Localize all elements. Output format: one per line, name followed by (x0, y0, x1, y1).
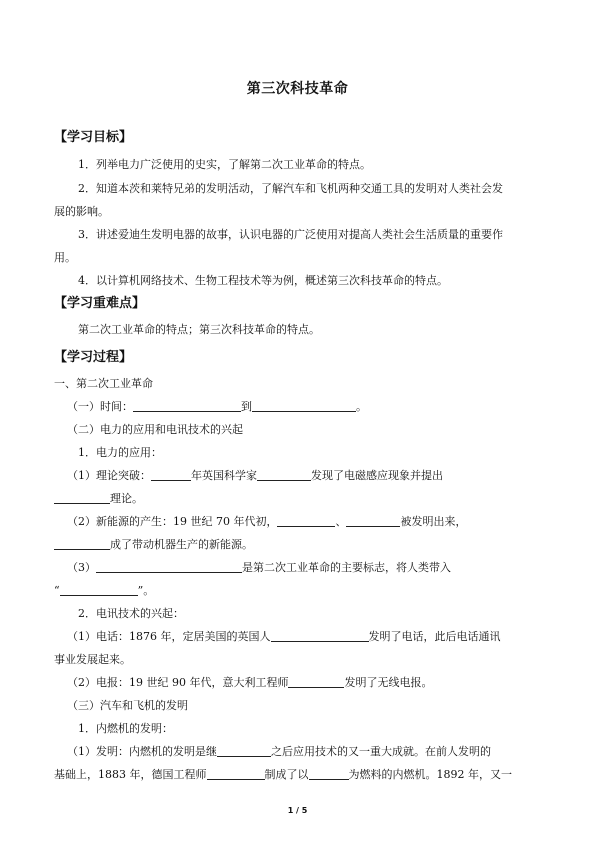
answer-blank[interactable] (288, 676, 344, 688)
telegraph-line (67, 676, 562, 690)
theory-text: 发现了电磁感应现象并提出 (311, 469, 443, 482)
goal-item: 4．以计算机网络技术、生物工程技术等为例，概述第三次科技革命的特点。 (78, 274, 448, 287)
mark-line (67, 561, 562, 575)
answer-blank[interactable] (207, 768, 265, 780)
time-end: 。 (356, 400, 367, 413)
engine-line-cont (54, 768, 549, 782)
page-title: 第三次科技革命 (246, 81, 349, 97)
answer-blank[interactable] (151, 469, 191, 481)
theory-text: 年英国科学家 (191, 469, 257, 482)
answer-blank[interactable] (309, 768, 349, 780)
subheading: 2．电讯技术的兴起： (78, 607, 184, 620)
goals-heading: 【学习目标】 (54, 130, 133, 145)
answer-blank[interactable] (271, 630, 369, 642)
energy-line-cont (54, 538, 549, 552)
phone-text: 发明了电话，此后电话通讯 (368, 630, 501, 643)
phone-line (67, 630, 562, 644)
answer-blank[interactable] (252, 400, 356, 412)
mark-label: （3） (67, 561, 96, 574)
goal-item: 1．列举电力广泛使用的史实，了解第二次工业革命的特点。 (78, 158, 371, 171)
phone-line-cont: 事业发展起来。 (54, 653, 131, 666)
page-number: 1 / 5 (287, 806, 308, 815)
energy-line (67, 515, 562, 529)
subheading: （三）汽车和飞机的发明 (67, 699, 188, 712)
engine-line (67, 745, 562, 759)
telegraph-text: 发明了无线电报。 (344, 676, 433, 689)
time-label: （一）时间： (67, 400, 133, 413)
subheading: 1．内燃机的发明： (78, 722, 173, 735)
quote-close: ”。 (137, 584, 155, 597)
energy-text: 被发明出来， (400, 515, 467, 528)
difficulty-heading: 【学习重难点】 (54, 296, 146, 311)
answer-blank[interactable] (277, 515, 335, 527)
mark-text: 是第二次工业革命的主要标志，将人类带入 (242, 561, 451, 574)
phone-label: （1）电话：1876 年，定居美国的英国人 (67, 630, 271, 643)
quote-open: “ (54, 584, 60, 597)
answer-blank[interactable] (60, 584, 138, 596)
part-heading: 一、第二次工业革命 (54, 377, 153, 390)
energy-text: 成了带动机器生产的新能源。 (110, 538, 253, 551)
answer-blank[interactable] (96, 561, 242, 573)
energy-label: （2）新能源的产生：19 世纪 70 年代初， (67, 515, 278, 528)
subheading: （二）电力的应用和电讯技术的兴起 (67, 423, 243, 436)
energy-sep: 、 (335, 515, 347, 528)
time-to: 到 (241, 400, 252, 413)
engine-text: 基础上，1883 年，德国工程师 (54, 768, 207, 781)
telegraph-label: （2）电报：19 世纪 90 年代，意大利工程师 (67, 676, 289, 689)
engine-text: 之后应用技术的又一重大成就。在前人发明的 (271, 745, 491, 758)
subheading: 1．电力的应用： (78, 446, 162, 459)
goal-item-cont: 展的影响。 (54, 205, 109, 218)
answer-blank[interactable] (54, 538, 110, 550)
theory-line (67, 469, 562, 483)
answer-blank[interactable] (346, 515, 400, 527)
difficulty-text: 第二次工业革命的特点；第三次科技革命的特点。 (78, 323, 320, 336)
engine-text: 制成了以 (264, 768, 309, 781)
answer-blank[interactable] (257, 469, 311, 481)
theory-text: 理论。 (110, 492, 143, 505)
mark-line-cont (54, 584, 549, 598)
engine-label: （1）发明：内燃机的发明是继 (67, 745, 217, 758)
theory-line-cont (54, 492, 549, 506)
goal-item: 3．讲述爱迪生发明电器的故事，认识电器的广泛使用对提高人类社会生活质量的重要作 (78, 228, 503, 241)
answer-blank[interactable] (217, 745, 271, 757)
engine-text: 为燃料的内燃机。1892 年，又一 (348, 768, 512, 781)
theory-label: （1）理论突破： (67, 469, 151, 482)
goal-item-cont: 用。 (54, 251, 76, 264)
time-line (67, 400, 562, 414)
process-heading: 【学习过程】 (54, 350, 133, 365)
answer-blank[interactable] (133, 400, 241, 412)
goal-item: 2．知道本茨和莱特兄弟的发明活动，了解汽车和飞机两种交通工具的发明对人类社会发 (78, 182, 503, 195)
answer-blank[interactable] (54, 492, 110, 504)
